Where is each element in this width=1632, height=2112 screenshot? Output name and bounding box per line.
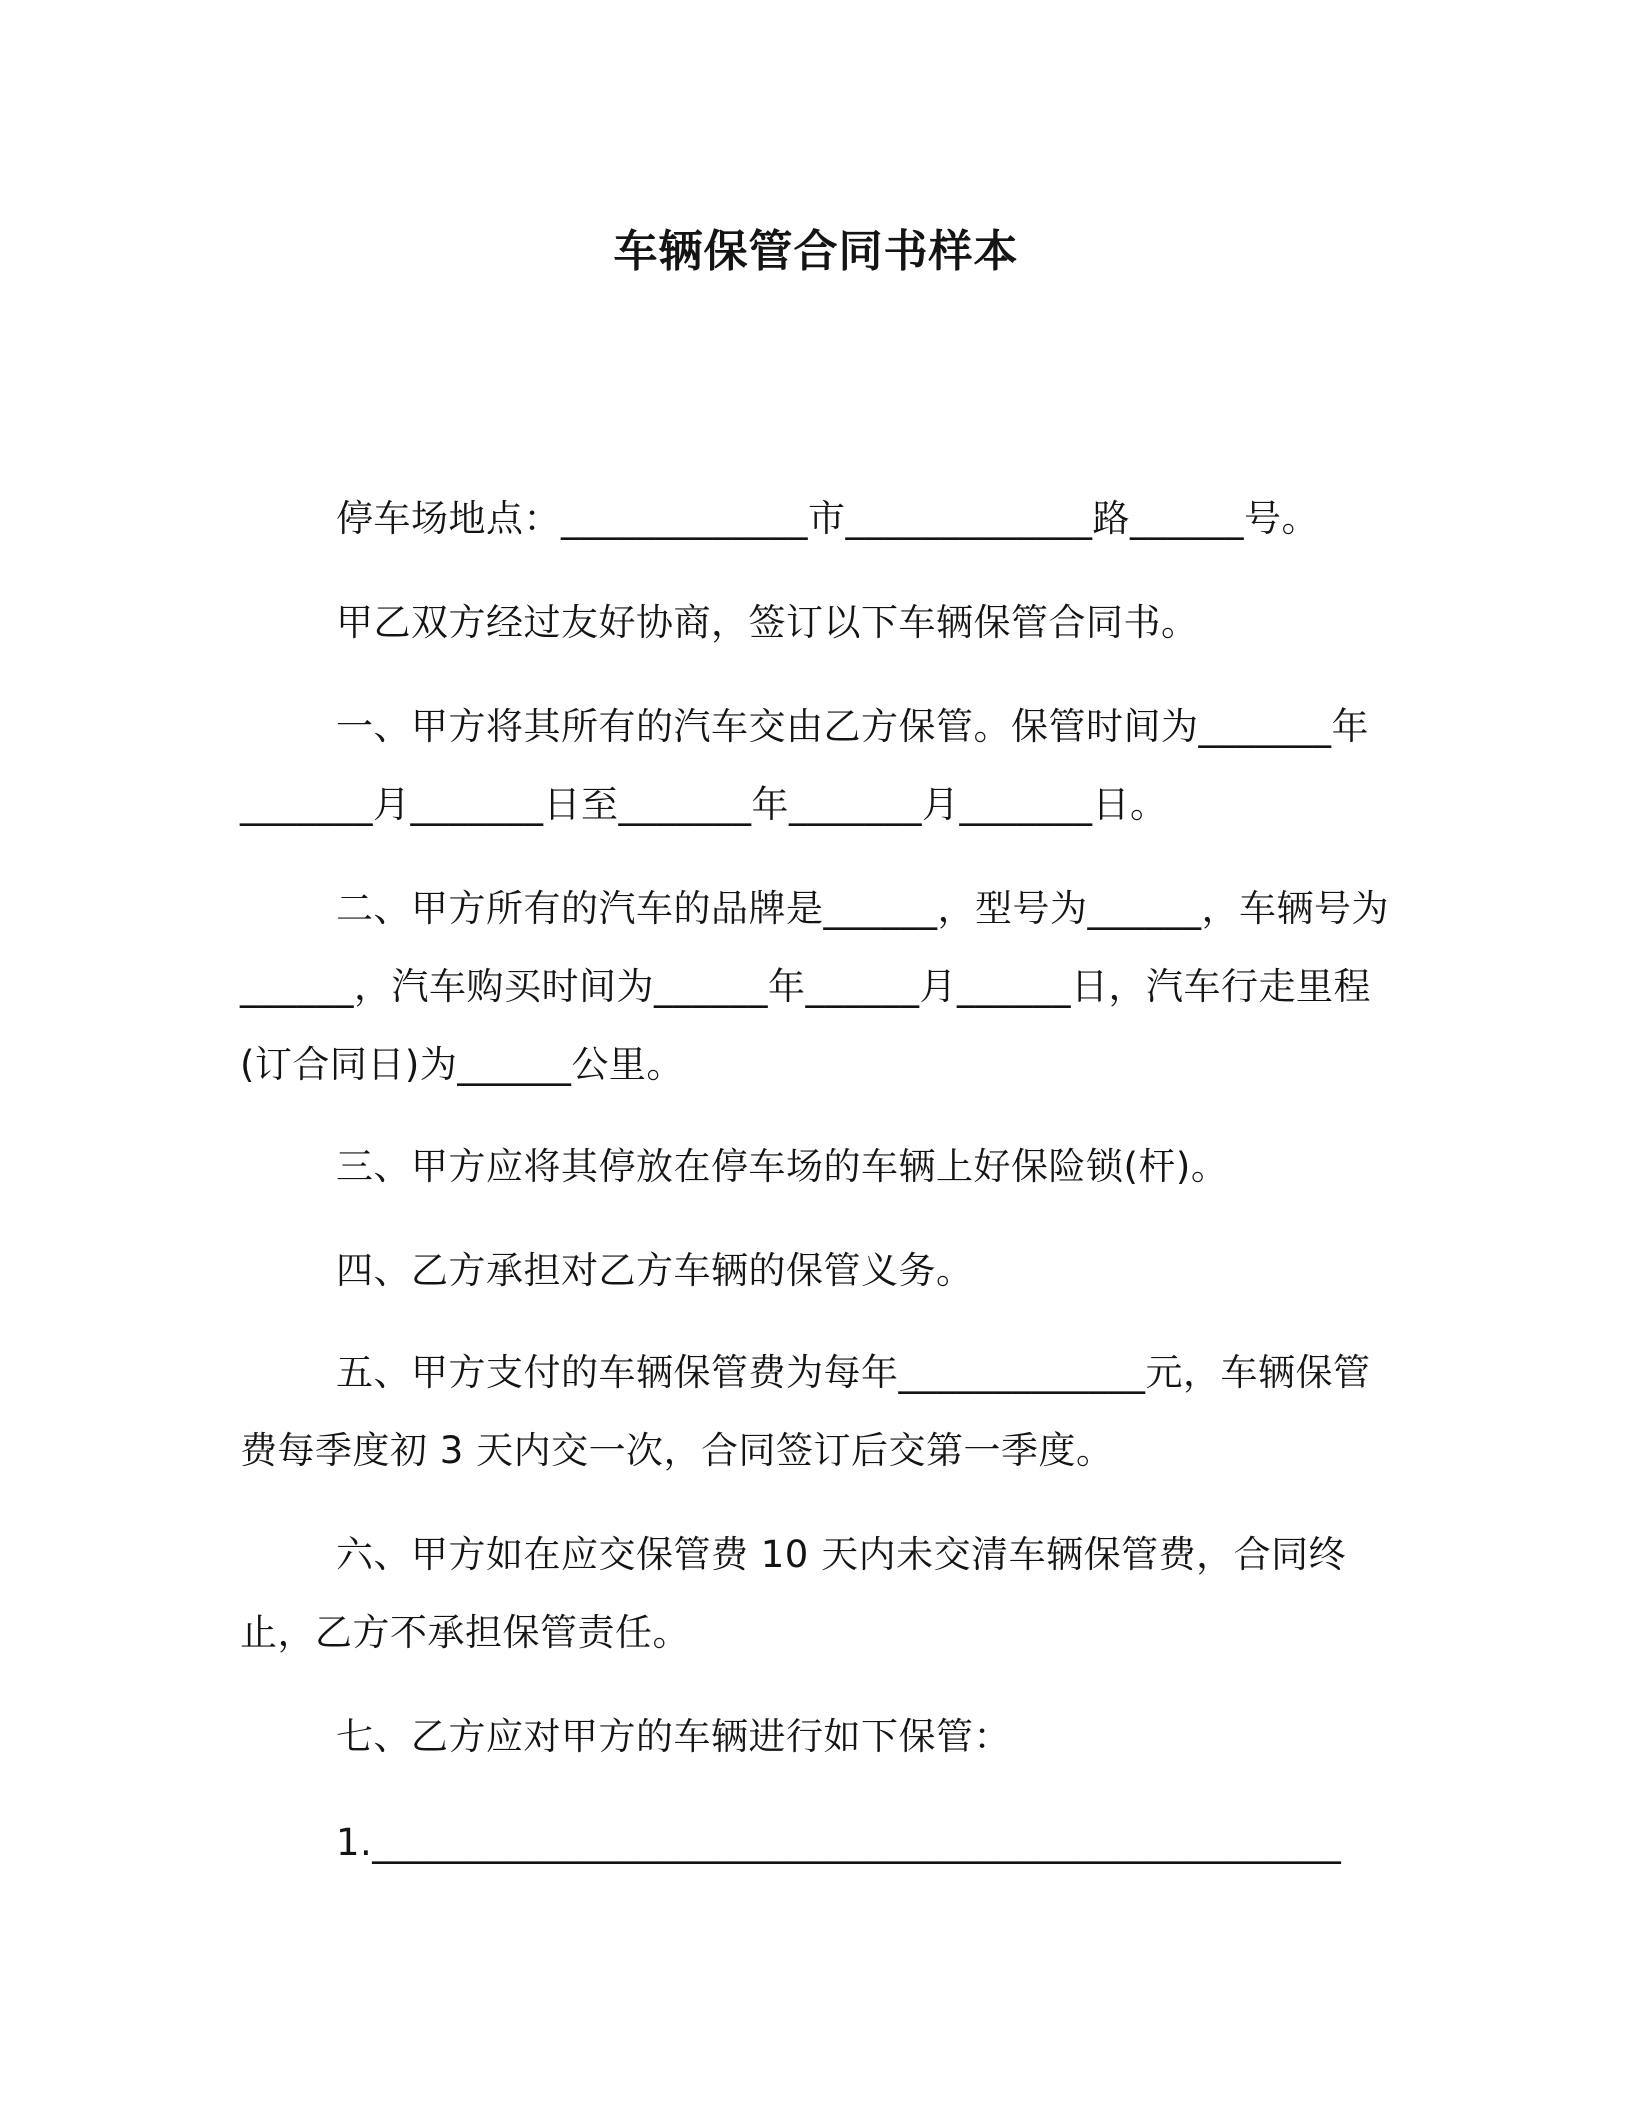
paragraph-intro: 甲乙双方经过友好协商，签订以下车辆保管合同书。 [336, 601, 1199, 644]
paragraph-clause-1: 一、甲方将其所有的汽车交由乙方保管。保管时间为_______年_______月_______日至_______年_______月_______日。 [240, 705, 1369, 826]
paragraph-clause-5: 五、甲方支付的车辆保管费为每年_____________元，车辆保管费每季度初 3 天内交一次，合同签订后交第一季度。 [240, 1351, 1371, 1472]
paragraph-clause-2: 二、甲方所有的汽车的品牌是______，型号为______，车辆号为______，汽车购买时间为______年______月______日，汽车行走里程(订合同日)为______公里。 [240, 887, 1389, 1086]
paragraph-clause-7: 七、乙方应对甲方的车辆进行如下保管： [336, 1715, 1011, 1758]
paragraph-item-1: 1.___________________________________________________ [336, 1821, 1342, 1864]
paragraph-parking-location: 停车场地点：_____________市_____________路______号。 [336, 497, 1319, 540]
paragraph-clause-4: 四、乙方承担对乙方车辆的保管义务。 [336, 1249, 974, 1292]
paragraph-clause-6: 六、甲方如在应交保管费 10 天内未交清车辆保管费，合同终止，乙方不承担保管责任。 [240, 1533, 1347, 1654]
document-title: 车辆保管合同书样本 [613, 226, 1019, 277]
paragraph-clause-3: 三、甲方应将其停放在停车场的车辆上好保险锁(杆)。 [336, 1145, 1229, 1188]
